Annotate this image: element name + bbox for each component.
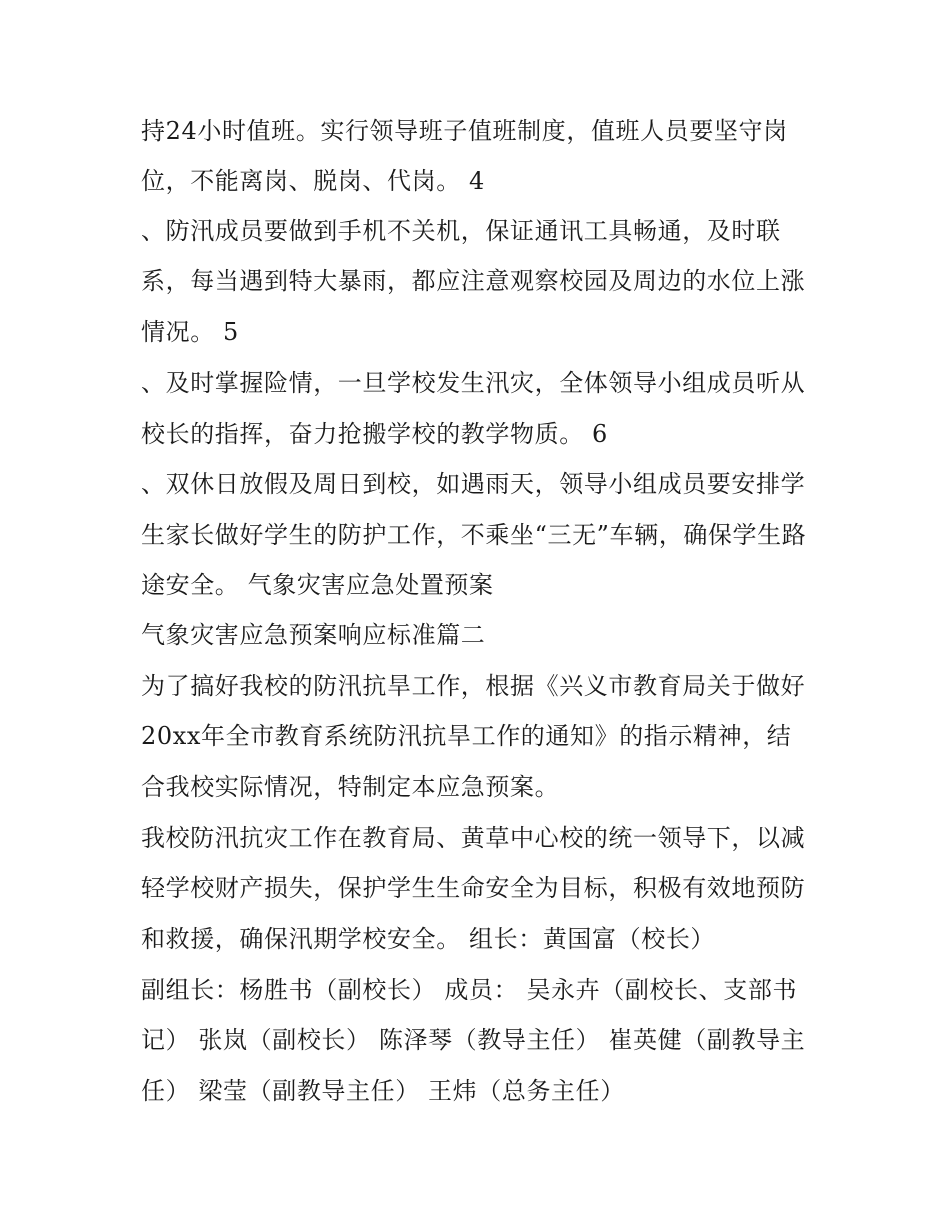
text-line: 20xx年全市教育系统防汛抗旱工作的通知》的指示精神，结 — [141, 722, 792, 750]
section-heading: 气象灾害应急预案响应标准篇二 — [141, 621, 486, 649]
text-line: 生家长做好学生的防护工作，不乘坐“三无”车辆，确保学生路 — [141, 521, 807, 549]
text-line: 情况。 5 — [141, 318, 239, 346]
text-line: 途安全。 气象灾害应急处置预案 — [141, 571, 494, 599]
text-line: 任） 梁莹（副教导主任） 王炜（总务主任） — [141, 1077, 625, 1105]
text-line: 、双休日放假及周日到校，如遇雨天，领导小组成员要安排学 — [141, 470, 806, 498]
text-line: 持24小时值班。实行领导班子值班制度，值班人员要坚守岗 — [141, 117, 788, 145]
text-line: 校长的指挥，奋力抢搬学校的教学物质。 6 — [141, 420, 608, 448]
text-line: 轻学校财产损失，保护学生生命安全为目标，积极有效地预防 — [141, 874, 806, 902]
text-line: 、及时掌握险情，一旦学校发生汛灾，全体领导小组成员听从 — [141, 369, 806, 397]
text-line: 记） 张岚（副校长） 陈泽琴（教导主任） 崔英健（副教导主 — [141, 1026, 806, 1054]
text-line: 、防汛成员要做到手机不关机，保证通讯工具畅通，及时联 — [141, 217, 781, 245]
text-line: 和救援，确保汛期学校安全。 组长：黄国富（校长） — [141, 925, 716, 953]
text-line: 为了搞好我校的防汛抗旱工作，根据《兴义市教育局关于做好 — [141, 672, 806, 700]
text-line: 副组长：杨胜书（副校长） 成员： 吴永卉（副校长、支部书 — [141, 976, 798, 1004]
text-line: 我校防汛抗灾工作在教育局、黄草中心校的统一领导下，以减 — [141, 824, 806, 852]
text-line: 系，每当遇到特大暴雨，都应注意观察校园及周边的水位上涨 — [141, 267, 806, 295]
text-line: 合我校实际情况，特制定本应急预案。 — [141, 773, 560, 801]
text-line: 位，不能离岗、脱岗、代岗。 4 — [141, 167, 485, 195]
